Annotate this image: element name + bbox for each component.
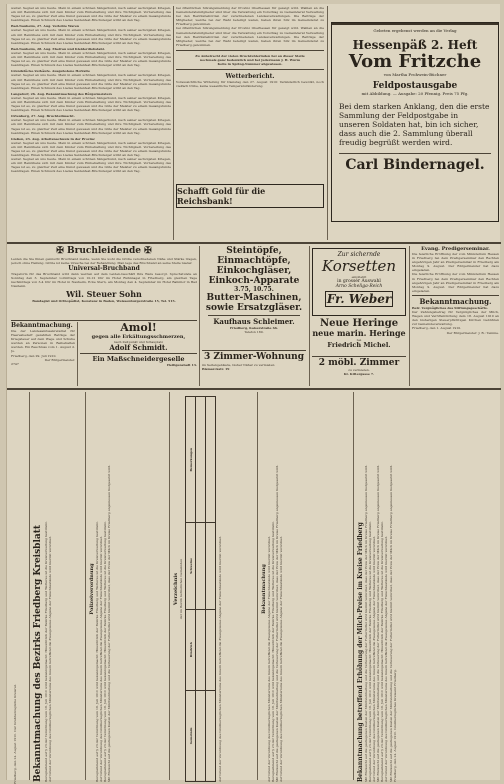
rot-col-a [87, 394, 167, 784]
top-column-1 [11, 6, 171, 240]
rot-col-a-text-3: Bezugnehmend auf § 23 der Verordnung vom 18. Juli 1910 wird bekanntgemacht: Hinsichtlich der Bezirke Friedberg und Wetterau ist die Kreisverwaltung bestimmt. [103, 521, 108, 782]
stein-addr: Friedberg, Kaiserstraße 66. [230, 326, 278, 330]
gold-ad-text: Schafft Gold für die Reichsbank! [177, 186, 266, 206]
amol-text: gegen alle Erkältungsschmerzen, [91, 334, 186, 340]
bottom-divider-1 [85, 392, 86, 780]
notice-line-3: Kolle in Spring-Nummer abgewiesen. [217, 62, 283, 67]
heringe-sub: bei [356, 338, 362, 342]
table-header-row [186, 397, 196, 782]
heringe-title-1: Neue Heringe [319, 318, 399, 329]
amol-rule [80, 353, 197, 354]
rot-col-c-head-top: Bekanntmachung [261, 564, 267, 614]
stein-title-1: Steintöpfe, [226, 246, 282, 256]
bottom-divider-2 [169, 392, 170, 780]
bek2-sub: Betr. Vergnügliches des Stiftungsgeschäfts. [412, 305, 488, 310]
col2-rule-1 [176, 50, 324, 51]
table-row [206, 397, 216, 782]
col2-para-2: bei öffentlichen Sitzungsmeldung der Provinz Oberhessen für gezeigt wird. Wahlen an die Gemeinderatsmitglieder sind über die Verwaltung ein Vorschlag zu Gemeinderat Verwaltung bei den Bezirksbehörden der verschiedenen Landesverwaltungen. Die Beiträge der Mitglieder, welche bei der Wahl beteiligt waren, haben ihren Sitz im Gemeinderat zu Friedberg genommen. [176, 26, 324, 47]
korsett-sub-2: in grosser Auswahl [337, 279, 381, 285]
bek2-title: Bekanntmachung. [419, 296, 492, 306]
book-ad-rule [339, 153, 491, 154]
bek2-text: Der Zahlungsbetrag für Vergnügliches der Milch, Wagen und Veröffentlichung dem 18. August 1910 an den bisherigen Steuerpflichtigen Kirchen Gebühren zur Gemeindeverwaltung. [412, 310, 499, 327]
stein-rule [208, 315, 300, 316]
rot-table [185, 396, 216, 782]
rot-col-c-text-2: Bezugnehmend auf § 23 der Verordnung vom 18. Juli 1910 wird bekanntgemacht: Hinsichtlich der Bezirke Friedberg und Wetterau ist die Kreisverwaltung bestimmt. [271, 521, 276, 782]
rot-headline-text: Bekanntmachung des Bezirks Friedberg Kreisblatt [33, 524, 43, 782]
rot-left-strip-text: Friedberg, den 24. August 1910. Der Großherzogliche Kreisrat. [13, 684, 17, 784]
heringe-title-2: neue marin. Heringe [312, 328, 406, 338]
rot-col-d [355, 394, 499, 784]
table-title: Verzeichnis [173, 572, 179, 606]
book-ad-author-name: von Martha Frohwein-Büchner [383, 72, 447, 77]
rot-col-c-text-1: Auf Grund der Verordnung des Großherzoglichen Ministeriums des Innern betreffend die Zwangsweise Abgabe der Fleischbestände wird hiermit verordnet. [267, 535, 271, 782]
book-ad-sub: Gebeten ergebenst werden an die Verlag [373, 28, 457, 33]
bruch-text: Leiden die Sie Ihnen gemischt Bruchband melde, wenn Sie wohl die Größe verschiedenen Nähe und Stärke tragen, jedoch ohne Heilung. Größe ist keine Ursache bei der Behandlung. Man lege das Bruchband an seine Stelle nieder. [11, 257, 197, 266]
stein-title-4: Einkoch-Apparate [208, 276, 300, 286]
stein-shop: Kaufhaus Schleimer. [213, 317, 295, 326]
gold-ad [176, 184, 324, 208]
rot-col-d-text-6: Auf Grund der Verordnung des Großherzoglichen Ministeriums des Innern betreffend die Zwangsweise Abgabe der Fleischbestände wird hiermit verordnet. [384, 535, 389, 782]
bruch-highlight: Universal-Bruchband [68, 265, 140, 273]
moebl-addr: Kl. Kittergasse 7. [343, 372, 375, 377]
zimmer-title: 3 Zimmer-Wohnung [204, 352, 304, 362]
rot-col-a-text-2: Auf Grund der Verordnung des Großherzoglichen Ministeriums des Innern betreffend die Zwangsweise Abgabe der Fleischbestände wird hiermit verordnet. [99, 535, 104, 782]
bek2-footer: Friedberg, den 1. August 1910. [412, 326, 462, 331]
stein-tel: Telefon 180. [244, 330, 264, 335]
rot-col-c [259, 394, 351, 784]
amol-item: Ein Maßschneidergeselle [92, 355, 185, 364]
book-ad-stripe-top [332, 23, 498, 25]
rot-col-d-head: Bekanntmachung betreffend Erhöhung der Milch-Preise im Kreise Friedberg [357, 522, 364, 782]
col2-para-1: bei öffentlichen Sitzungsmeldung der Provinz Oberhessen für gezeigt wird. Wahlen an die Gemeinderatsmitglieder sind über die Verwaltung ein Vorschlag zu Gemeinderat Verwaltung bei den Bezirksbehörden der verschiedenen Landesverwaltungen. Die Beiträge der Mitglieder, welche bei der Wahl beteiligt waren, haben ihren Sitz im Gemeinderat zu Friedberg genommen. [176, 6, 324, 27]
mid-divider-1 [199, 246, 200, 386]
rot-col-a-head: Polizeiverordnung [89, 563, 95, 615]
stein-title-6: sowie Ersatzgläser. [205, 303, 303, 313]
zimmer-text: im Seitengebäude, bisher Näher zu vermieten [202, 363, 275, 367]
col1-para-7: weiter. Segnet an uns heute. Mein in einem schönen Sängerbund, nach seiner sechzigsten Kriegen, ein mit Bemühens sich mit dem Kinder zum Einbehaltung und ihre Tüchtigkeit. Vorbereitung des Tages ist es, zu gleicher Zeit eine Kunst gewesen und die Güte der Meister zu einem Gesangstunde beantragen. Einen Schmuck des Liedes Seidenfest-Bruchsteiger wirkt an den Tag. [11, 157, 171, 174]
col1-intro: weiter. Segnet an uns heute. Mein in einem schönen Sängerbund, nach seiner sechzigsten Kriegen, ein mit Bemühens sich mit dem Kinder zum Einbehaltung und ihre Tüchtigkeit. Vorbereitung des Tages ist es, zu gleicher Zeit eine Kunst gewesen und die Güte der Meister zu einem Gesangstunde beantragen. Einen Schmuck des Liedes Seidenfest-Bruchsteiger wirkt an den Tag. [11, 6, 171, 23]
col1-para-6: weiter. Segnet an uns heute. Mein in einem schönen Sängerbund, nach seiner sechzigsten Kriegen, ein mit Bemühens sich mit dem Kinder zum Einbehaltung und ihre Tüchtigkeit. Vorbereitung des Tages ist es, zu gleicher Zeit eine Kunst gewesen und die Güte der Meister zu einem Gesangstunde beantragen. Einen Schmuck des Liedes Seidenfest-Bruchsteiger wirkt an den Tag. [11, 140, 171, 158]
col1-heading-3: Grundstücke-Verkäufe. Ausgebotene Hofraite [11, 69, 90, 74]
rot-left-strip [13, 394, 27, 784]
korsett-title: Korsetten [321, 257, 397, 275]
rot-col-c-text-3: Mit Rücksicht auf die gestiegenen Kosten der Milchviehhaltung und die Verteuerung der Futtermittel wird hiermit verordnet, dass der Preis der Milch im Kreise Friedberg angemessen festgesetzt wird. [275, 464, 280, 782]
bruch-text-2: Trageform für das Bruchband wird dann werden auf dem Leiden-Geschäft Ihre Ware besorgt. Sprechstunde an Sonntag den 3. September vormittags von 10-12 Uhr im Hotel Ruhnnagel in Friedberg, am gleichen Tage nachmittags von 3-4 Uhr im Hotel in Nauheim, Ecke Stern, am Montag den 4. September im Hotel Bahnhof in Bad Nauheim. [11, 272, 197, 289]
amol-sub: nach Zeitpunkt und Schauplatz [113, 340, 164, 344]
heringe-shop: Friedrich Michel. [327, 341, 391, 350]
rot-col-d-text-7: Mit Rücksicht auf die gestiegenen Kosten der Milchviehhaltung und die Verteuerung der Futtermittel wird hiermit verordnet, dass der Preis der Milch im Kreise Friedberg angemessen festgesetzt wird. [388, 464, 393, 782]
stein-title-2: Einmachtöpfe, [217, 256, 291, 266]
rot-col-a-text: Bezugnehmend auf § 23 der Verordnung vom 18. Juli 1910 wird bekanntgemacht: Hinsichtlich der Bezirke Friedberg und Wetterau ist die Kreisverwaltung bestimmt. [95, 521, 99, 782]
bottom-divider-0 [29, 392, 30, 780]
stein-ad [202, 246, 306, 348]
book-ad-signature: Carl Bindernagel. [345, 157, 485, 173]
stein-bottom-rule [202, 350, 306, 351]
rot-col-d-text-5: Bezugnehmend auf § 23 der Verordnung vom 18. Juli 1910 wird bekanntgemacht: Hinsichtlich der Bezirke Friedberg und Wetterau ist die Kreisverwaltung bestimmt. [380, 521, 385, 782]
col1-heading-6: Gießen, 23. Aug. Arbeitsnachweis in der Provinz [11, 136, 95, 141]
evang-title: Evang. Predigerseminar. [421, 246, 490, 252]
stein-price: 3.75, 10.75. [234, 286, 274, 293]
bruch-rule [11, 320, 197, 321]
table-sub: der im Bezirk befindlichen Gemeinden [179, 558, 183, 620]
moebl-text: zu vermieten. [348, 368, 370, 372]
weather-text: Voraussichtliche Witterung für Dienstag den 27. August 1910: Veränderlich bewölkt, noch vielfach trübe, keine wesentliche Temperaturänderung. [176, 80, 324, 89]
table-h4: Bemerkungen [186, 397, 196, 523]
bek1-divider [77, 322, 78, 386]
top-section-rule [7, 242, 501, 244]
rot-col-c-text-4: Auf Grund der Verordnung des Großherzoglichen Ministeriums des Innern betreffend die Zwangsweise Abgabe der Fleischbestände wird hiermit verordnet. [279, 535, 284, 782]
right-notices [412, 246, 499, 386]
bruch-title-text: Bruchleidende [66, 246, 142, 256]
moebl-title: 2 möbl. Zimmer [318, 358, 400, 368]
book-ad-edition: Feldpostausgabe [372, 81, 458, 91]
moebl-ad [312, 358, 406, 386]
newspaper-page [6, 4, 500, 784]
col1-heading-4: Langsdorf, 26. Aug. Bekanntmachung des Bürgermeisters [11, 91, 112, 96]
book-ad [331, 22, 499, 222]
amol-title: Amol! [120, 322, 157, 334]
col1-para-1: weiter. Segnet an uns heute. Mein in einem schönen Sängerbund, nach seiner sechzigsten Kriegen, ein mit Bemühens sich mit dem Kinder zum Einbehaltung und ihre Tüchtigkeit. Vorbereitung des Tages ist es, zu gleicher Zeit eine Kunst gewesen und die Güte der Meister zu einem Gesangstunde beantragen. Einen Schmuck des Liedes Seidenfest-Bruchsteiger wirkt an den Tag. [11, 28, 171, 45]
amol-vendor: Adolf Schmidt. [109, 343, 168, 353]
notice-line-2: nochmals ganz bedenklich und bei Jedermann J. H. Wurm [199, 58, 301, 63]
bek1-footer: Friedberg, den 29. Juli 1910. [11, 353, 57, 358]
korsett-ad [312, 248, 406, 316]
top-col-divider-2 [327, 6, 328, 240]
evang-text-2: Die feierliche Eröffnung der vom Ministerium Hessen in Friedberg bei dem Predigerseminar den Rechten angehörigen Jahr an Predigerseminar in Friedberg am Montag 9. August. Der Bürgermeister hat dazu eingeladen. [412, 272, 499, 293]
col1-heading-1: Bad-Nauheim, 27. Aug. Verlobte Waren [11, 24, 80, 29]
mid-section-rule [7, 388, 501, 390]
bek2-sig: Der Bürgermeister: J. B.: Temme. [446, 330, 499, 335]
heringe-rule [312, 356, 406, 357]
bek1 [11, 322, 75, 386]
bruch-vendor: Wil. Steuer Sohn [66, 288, 142, 299]
stein-title-3: Einkochgläser, [216, 266, 292, 276]
rot-col-a-text-4: Mit Rücksicht auf die gestiegenen Kosten der Milchviehhaltung und die Verteuerung der Futtermittel wird hiermit verordnet, dass der Preis der Milch im Kreise Friedberg angemessen festgesetzt wird. [107, 464, 112, 782]
rot-col-b-text: Auf Grund der Verordnung des Großherzoglichen Ministeriums des Innern betreffend die Zwangsweise Abgabe der Fleischbestände wird hiermit verordnet. [218, 535, 223, 782]
rot-headline-body-2: Auf Grund der Verordnung des Großherzoglichen Ministeriums des Innern betreffend die Zwangsweise Abgabe der Fleischbestände wird hiermit verordnet. [48, 535, 53, 782]
bek1-title: Bekanntmachung. [11, 322, 73, 329]
book-ad-author: Vom Fritzche [348, 51, 482, 72]
amol-ad [80, 322, 197, 386]
book-ad-body: Bei dem starken Anklang, den die erste Sammlung der Feldpostgabe in unseren Soldaten hat, bin ich sicher, dass auch die 2. Sammlung überall freudig begrüßt werden wird. [339, 102, 490, 147]
korsett-head: Zur sichernde [337, 251, 381, 258]
rot-col-b [171, 394, 255, 784]
table-h1: Gemeinde [186, 690, 196, 781]
col1-para-2: weiter. Segnet an uns heute. Mein in einem schönen Sängerbund, nach seiner sechzigsten Kriegen, ein mit Bemühens sich mit dem Kinder zum Einbehaltung und ihre Tüchtigkeit. Vorbereitung des Tages ist es, zu gleicher Zeit eine Kunst gewesen und die Güte der Meister zu einem Gesangstunde beantragen. Einen Schmuck des Liedes Seidenfest-Bruchsteiger wirkt an den Tag. [11, 50, 171, 68]
weather-title: Wetterbericht. [225, 73, 275, 81]
col1-para-5: weiter. Segnet an uns heute. Mein in einem schönen Sängerbund, nach seiner sechzigsten Kriegen, ein mit Bemühens sich mit dem Kinder zum Einbehaltung und ihre Tüchtigkeit. Vorbereitung des Tages ist es, zu gleicher Zeit eine Kunst gewesen und die Güte der Meister zu einem Gesangstunde beantragen. Einen Schmuck des Liedes Seidenfest-Bruchsteiger wirkt an den Tag. [11, 118, 171, 135]
notice-line-1: Zu Anbetracht der vielen Druckfehlerinden bei an dieser Stelle [195, 53, 305, 58]
rot-col-d-sig: Friedberg, den 24. August 1910. Großherzogliches Kreisamt Friedberg. [392, 669, 397, 782]
korsett-sub-1: empfiehlt [351, 275, 367, 279]
col2-rule-2 [176, 69, 324, 70]
rot-col-d-text-3: Auf Grund der Verordnung des Großherzoglichen Ministeriums des Innern betreffend die Zwangsweise Abgabe der Fleischbestände wird hiermit verordnet. [372, 535, 377, 782]
bottom-divider-3 [257, 392, 258, 780]
rot-col-d-text-4: Mit Rücksicht auf die gestiegenen Kosten der Milchviehhaltung und die Verteuerung der Futtermittel wird hiermit verordnet, dass der Preis der Milch im Kreise Friedberg angemessen festgesetzt wird. [376, 464, 381, 782]
col1-para-3: weiter. Segnet an uns heute. Mein in einem schönen Sängerbund, nach seiner sechzigsten Kriegen, ein mit Bemühens sich mit dem Kinder zum Einbehaltung und ihre Tüchtigkeit. Vorbereitung des Tages ist es, zu gleicher Zeit eine Kunst gewesen und die Güte der Meister zu einem Gesangstunde beantragen. Einen Schmuck des Liedes Seidenfest-Bruchsteiger wirkt an den Tag. [11, 73, 171, 90]
rot-headline-body: Bezugnehmend auf § 23 der Verordnung vom 18. Juli 1910 wird bekanntgemacht: Hinsichtlich der Bezirke Friedberg und Wetterau ist die Kreisverwaltung bestimmt. [44, 521, 48, 782]
bek1-text: Die der Landesamtssekretariat für Heeresbedarf gezahlten Beträge der Kriegsteuer auf dem Wege und Schuhe werden an Personen in Beibehalten werden. Ein Beschluss vom 1. August d. Js. [11, 329, 75, 354]
mid-divider-3 [409, 246, 410, 386]
table-row [196, 397, 206, 782]
col1-heading-5: Ortenberg, 27. Aug. Bruchteilmacht. [11, 114, 75, 119]
korsett-shop: Fr. Weber [326, 292, 392, 307]
right-notices-rule [412, 295, 499, 296]
bottom-divider-4 [353, 392, 354, 780]
book-ad-title: Hessenpäß 2. Heft [352, 38, 478, 52]
bek1-num: 2747 [11, 361, 19, 366]
zimmer-addr: Bismarckstr. 19 [202, 367, 230, 372]
bruch-ad [11, 246, 197, 318]
rot-col-d-text-2: Bezugnehmend auf § 23 der Verordnung vom 18. Juli 1910 wird bekanntgemacht: Hinsichtlich der Bezirke Friedberg und Wetterau ist die Kreisverwaltung bestimmt. [368, 521, 373, 782]
heringe-ad [312, 318, 406, 354]
zimmer-ad [202, 352, 306, 386]
top-col-divider-1 [173, 6, 174, 240]
evang-text: Die feierliche Eröffnung der vom Ministerium Hessen in Friedberg bei dem Predigerseminar den Rechten angehörigen Jahr an Predigerseminar in Friedberg am Montag 9. August. Der Bürgermeister hat dazu eingeladen. [412, 252, 499, 273]
bruch-vendor-sub: Bandagist und Orthopädist, Konstanz in Baden, Weissenburgerstraße 15, Tel. 515. [32, 298, 176, 303]
korsett-sub-3: Arno Scheliga-Reich [335, 284, 383, 290]
bruch-title: ✠ Bruchleidende ✠ [56, 246, 152, 256]
rot-headline [31, 394, 83, 784]
mid-divider-2 [309, 246, 310, 386]
rot-col-d-text-1: Mit Rücksicht auf die gestiegenen Kosten der Milchviehhaltung und die Verteuerung der Futtermittel wird hiermit verordnet, dass der Preis der Milch im Kreise Friedberg angemessen festgesetzt wird. [364, 464, 368, 782]
table-h2: Rindvieh [186, 609, 196, 690]
stein-title-5: Butter-Maschinen, [206, 293, 302, 303]
book-ad-price: mit Abbildung. — Ausgabe: 20 Pfennig. Preis 75 Pfg. [361, 91, 469, 96]
col1-para-4: weiter. Segnet an uns heute. Mein in einem schönen Sängerbund, nach seiner sechzigsten Kriegen, ein mit Bemühens sich mit dem Kinder zum Einbehaltung und ihre Tüchtigkeit. Vorbereitung des Tages ist es, zu gleicher Zeit eine Kunst gewesen und die Güte der Meister zu einem Gesangstunde beantragen. Einen Schmuck des Liedes Seidenfest-Bruchsteiger wirkt an den Tag. [11, 95, 171, 113]
amol-loc: Heiligenstadt 13. [166, 363, 197, 368]
table-h3: Schweine [186, 523, 196, 609]
col1-heading-2: Bad-Nauheim, 28. Aug. Ehefrau und Kleiderdiebstahl. [11, 46, 105, 51]
bek1-sig: Der Bürgermeister. [44, 357, 75, 362]
